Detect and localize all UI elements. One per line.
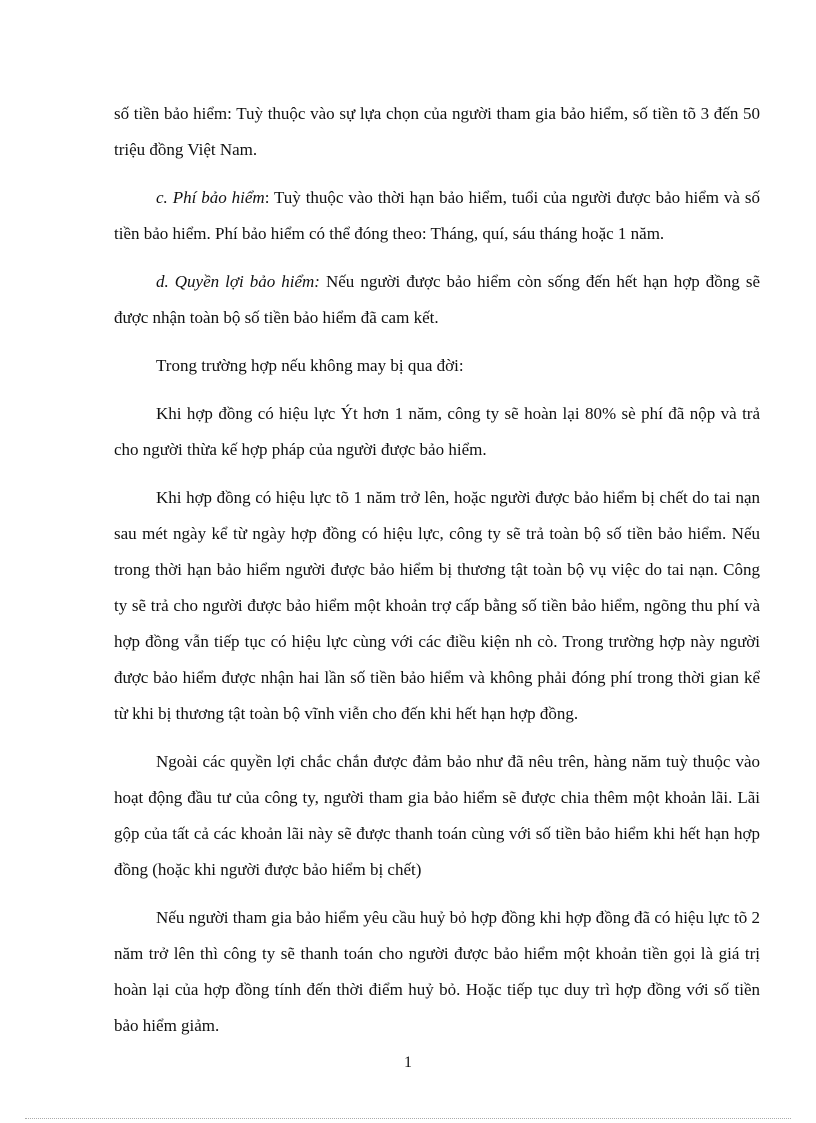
section-label-benefits: d. Quyền lợi bảo hiểm: bbox=[156, 272, 320, 291]
paragraph-text: Trong trường hợp nếu không may bị qua đời: bbox=[156, 356, 464, 375]
paragraph-premium bbox=[114, 180, 760, 252]
paragraph-cancellation bbox=[114, 900, 760, 1044]
paragraph-death-case bbox=[114, 348, 760, 384]
paragraph-over-one-year bbox=[114, 480, 760, 732]
paragraph-text: Khi hợp đồng có hiệu lực Ýt hơn 1 năm, công ty sẽ hoàn lại 80% sè phí đã nộp và trả cho người thừa kế hợp pháp của người được bảo hiểm. bbox=[114, 404, 760, 459]
paragraph-text: : Tuỳ thuộc vào thời hạn bảo hiểm, tuổi của người được bảo hiểm và số tiền bảo hiểm. Phí bảo hiểm có thể đóng theo: Tháng, quí, sáu tháng hoặc 1 năm. bbox=[114, 188, 761, 243]
paragraph-text: số tiền bảo hiểm: Tuỳ thuộc vào sự lựa chọn của người tham gia bảo hiểm, số tiền tõ 3 đến 50 triệu đồng Việt Nam. bbox=[114, 104, 760, 159]
paragraph-text: Nếu người được bảo hiểm còn sống đến hết hạn hợp đồng sẽ được nhận toàn bộ số tiền bảo hiểm đã cam kết. bbox=[114, 272, 760, 327]
page-number: 1 bbox=[404, 1054, 412, 1071]
paragraph-sum-insured bbox=[114, 96, 760, 168]
paragraph-text: Ngoài các quyền lợi chắc chắn được đảm bảo như đã nêu trên, hàng năm tuỳ thuộc vào hoạt động đầu tư của công ty, người tham gia bảo hiểm sẽ được chia thêm một khoản lãi. Lãi gộp của tất cả các khoản lãi này sẽ được thanh toán cùng với số tiền bảo hiểm khi hết hạn hợp đồng (hoặc khi người được bảo hiểm bị chết) bbox=[114, 752, 760, 879]
paragraph-text: Khi hợp đồng có hiệu lực tõ 1 năm trở lên, hoặc người được bảo hiểm bị chết do tai nạn sau mét ngày kể từ ngày hợp đồng có hiệu lực, công ty sẽ trả toàn bộ số tiền bảo hiểm. Nếu trong thời hạn bảo hiểm người được bảo hiểm bị thương tật toàn bộ vụ việc do tai nạn. Công ty sẽ trả cho người được bảo hiểm một khoản trợ cấp bằng số tiền bảo hiểm, ngõng thu phí và hợp đồng vẫn tiếp tục có hiệu lực cùng với các điều kiện nh cò. Trong trường hợp này người được bảo hiểm được nhận hai lần số tiền bảo hiểm và không phải đóng phí trong thời gian kể từ khi bị thương tật toàn bộ vĩnh viễn cho đến khi hết hạn hợp đồng. bbox=[114, 488, 760, 723]
section-label-premium: c. Phí bảo hiểm bbox=[156, 188, 265, 207]
document-body bbox=[114, 96, 760, 1056]
paragraph-benefits bbox=[114, 264, 760, 336]
page-bottom-divider bbox=[25, 1118, 791, 1119]
paragraph-profit-share bbox=[114, 744, 760, 888]
paragraph-text: Nếu người tham gia bảo hiểm yêu cầu huỷ bỏ hợp đồng khi hợp đồng đã có hiệu lực tõ 2 năm trở lên thì công ty sẽ thanh toán cho người được bảo hiểm một khoản tiền gọi là giá trị hoàn lại của hợp đồng tính đến thời điểm huỷ bỏ. Hoặc tiếp tục duy trì hợp đồng với số tiền bảo hiểm giảm. bbox=[114, 908, 760, 1035]
paragraph-under-one-year bbox=[114, 396, 760, 468]
